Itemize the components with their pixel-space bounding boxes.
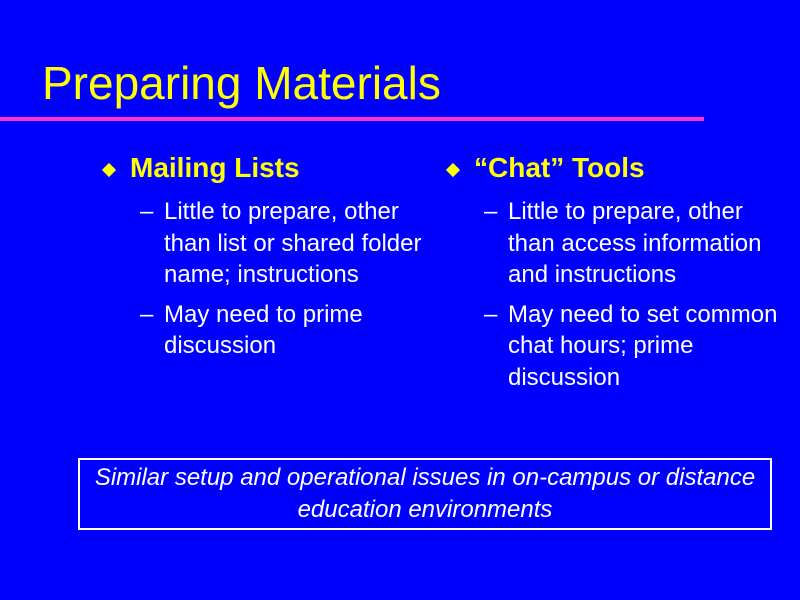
list-item-text: May need to prime discussion	[164, 300, 363, 359]
list-item-text: Little to prepare, other than list or shared folder name; instructions	[164, 198, 422, 288]
footer-callout-box	[78, 458, 772, 530]
dash-bullet: –	[484, 198, 498, 225]
dash-bullet: –	[484, 300, 498, 328]
footer-text: Similar setup and operational issues in on-campus or distance education environments	[94, 464, 756, 523]
list-item-text: May need to set common chat hours; prime discussion	[508, 300, 778, 391]
column-heading: Mailing Lists	[130, 152, 300, 183]
dash-bullet: –	[140, 300, 154, 328]
diamond-bullet-icon	[102, 163, 116, 177]
subitem-list	[440, 196, 780, 393]
title-underline	[0, 117, 704, 121]
list-item	[96, 299, 436, 362]
list-item	[96, 196, 436, 291]
column-chat-tools	[440, 150, 780, 401]
column-heading: “Chat” Tools	[474, 152, 645, 183]
list-item	[440, 299, 780, 394]
diamond-bullet-icon	[446, 163, 460, 177]
column-mailing-lists	[96, 150, 436, 370]
list-item-text: Little to prepare, other than access information and instructions	[508, 198, 762, 288]
slide-title: Preparing Materials	[42, 57, 441, 109]
subitem-list	[96, 196, 436, 362]
list-item	[440, 196, 780, 291]
bullet-row	[96, 150, 436, 190]
dash-bullet: –	[140, 198, 154, 225]
bullet-row	[440, 150, 780, 190]
